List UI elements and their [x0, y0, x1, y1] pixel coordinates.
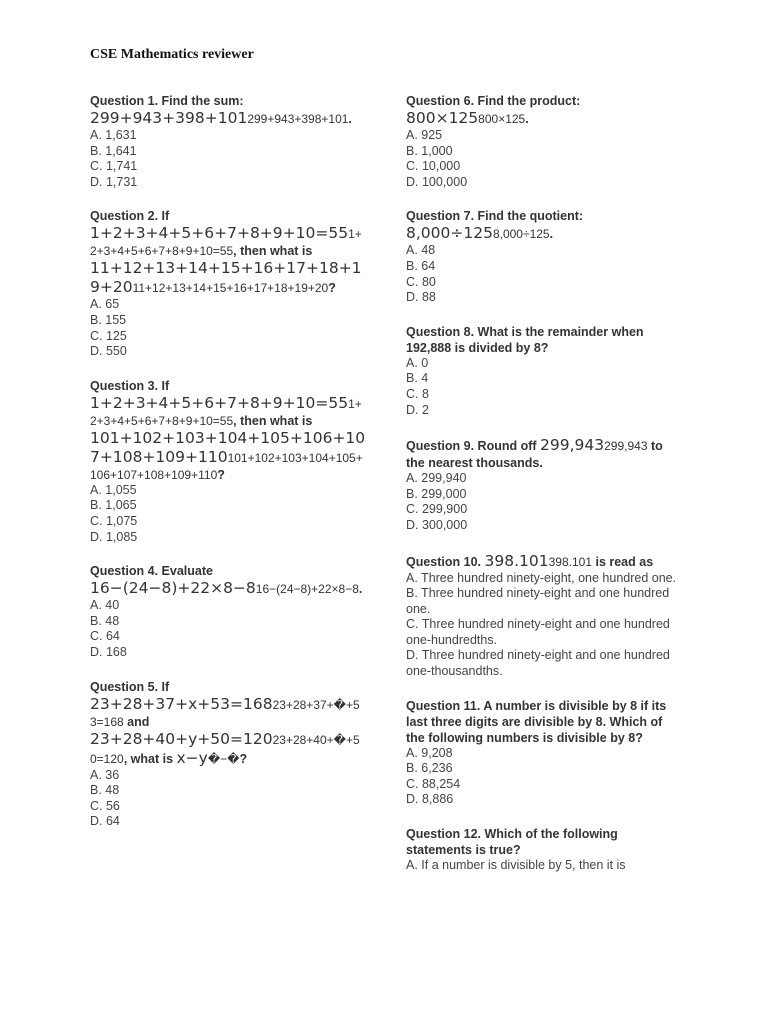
answer-options [406, 356, 682, 418]
question-text [90, 679, 366, 768]
answer-option: A. 925 [406, 128, 443, 142]
question-block [406, 93, 682, 190]
answer-option: B. 1,641 [90, 143, 137, 158]
answer-options [406, 243, 682, 305]
answer-option: A. If a number is divisible by 5, then it is [406, 858, 626, 873]
question-text [406, 826, 682, 858]
math-plaintext: 11+12+13+14+15+16+17+18+19+20 [132, 281, 329, 296]
question-label: Question 6. Find the product: [406, 94, 581, 108]
math-expression: 11+12+13+14+15+16+17+18+19+20 [90, 259, 362, 297]
math-expression: 8,000÷125 [406, 224, 493, 243]
question-label: Question 9. Round off [406, 439, 541, 454]
answer-option: C. 1,075 [90, 513, 138, 528]
question-block [406, 436, 682, 533]
question-block [406, 324, 682, 418]
answer-option: C. 56 [90, 798, 120, 813]
math-plaintext: �−� [207, 751, 240, 766]
page-title: CSE Mathematics reviewer [90, 47, 254, 62]
question-block [90, 679, 366, 830]
math-expression: x−y [176, 748, 208, 767]
math-expression: 1+2+3+4+5+6+7+8+9+10=55 [90, 224, 349, 243]
answer-options [406, 128, 682, 190]
answer-option: D. 300,000 [406, 517, 468, 532]
answer-option: A. 40 [90, 598, 120, 613]
question-block [406, 208, 682, 305]
answer-option: A. 48 [406, 243, 436, 258]
answer-option: A. 1,631 [90, 128, 137, 142]
answer-options [406, 471, 682, 533]
answer-options [90, 598, 366, 660]
answer-option: B. 1,065 [90, 498, 137, 513]
answer-option: D. 1,085 [90, 529, 138, 544]
answer-option: A. 65 [90, 297, 120, 312]
answer-options [90, 297, 366, 359]
answer-option: C. Three hundred ninety-eight and one hundred one-hundredths. [406, 617, 670, 647]
question-label: Question 12. Which of the following statements is true? [406, 827, 618, 858]
math-plaintext: 101+102+103+104+105+106+107+108+109+110 [90, 450, 363, 482]
answer-option: D. 550 [90, 344, 127, 359]
math-plaintext: 1+2+3+4+5+6+7+8+9+10=55 [90, 227, 362, 259]
question-label: Question 5. If [90, 679, 170, 694]
answer-option: A. 1,055 [90, 482, 137, 497]
math-plaintext: 299,943 [604, 439, 648, 454]
question-label: ? [239, 751, 248, 766]
answer-option: B. 48 [90, 783, 120, 798]
question-text [406, 698, 682, 746]
question-label: , what is [123, 751, 177, 766]
question-label: Question 10. [406, 554, 485, 569]
question-label: Question 11. A number is divisible by 8 if its last three digits are divisible by 8. Which of the following numbers is divisible by 8? [406, 698, 667, 745]
question-text [406, 552, 682, 571]
question-text [406, 208, 682, 243]
answer-option: D. 8,886 [406, 792, 454, 807]
answer-options [406, 858, 682, 874]
answer-option: C. 80 [406, 274, 436, 289]
math-expression: 800×125 [406, 109, 479, 127]
answer-option: C. 8 [406, 386, 429, 401]
math-expression: 299,943 [540, 436, 605, 455]
question-block [90, 378, 366, 545]
math-plaintext: 299+943+398+101 [247, 112, 349, 126]
question-text [90, 93, 366, 128]
question-label: Question 2. If [90, 209, 170, 224]
question-label: ? [217, 467, 225, 482]
answer-option: B. 299,000 [406, 486, 467, 501]
math-expression: 101+102+103+104+105+106+107+108+109+110 [90, 428, 366, 466]
answer-option: B. 64 [406, 258, 436, 273]
answer-option: B. 6,236 [406, 761, 453, 776]
math-plaintext: 23+28+37+�+53=168 [90, 697, 360, 729]
left-column [90, 93, 366, 848]
answer-option: D. 64 [90, 814, 120, 829]
answer-option: B. Three hundred ninety-eight and one hundred one. [406, 586, 670, 616]
question-block [90, 208, 366, 359]
question-text [90, 378, 366, 483]
question-block [406, 826, 682, 874]
question-label: . [525, 112, 529, 126]
math-plaintext: 800×125 [478, 112, 526, 126]
question-label: . [358, 582, 363, 597]
answer-option: C. 1,741 [90, 159, 138, 174]
answer-option: D. 168 [90, 644, 127, 659]
question-label: Question 8. What is the remainder when 192,888 is divided by 8? [406, 324, 644, 355]
answer-option: A. 299,940 [406, 471, 467, 486]
answer-option: A. 9,208 [406, 745, 453, 760]
answer-option: A. 36 [90, 767, 120, 782]
answer-option: B. 155 [90, 312, 127, 327]
answer-option: D. 88 [406, 290, 436, 305]
math-expression: 1+2+3+4+5+6+7+8+9+10=55 [90, 393, 349, 412]
question-label: , then what is [233, 413, 313, 428]
question-label: Question 4. Evaluate [90, 564, 213, 579]
answer-options [90, 768, 366, 830]
question-text [406, 436, 682, 471]
answer-option: B. 1,000 [406, 143, 453, 158]
question-block [406, 552, 682, 680]
math-expression: 16−(24−8)+22×8−8 [90, 579, 256, 598]
question-text [406, 93, 682, 128]
question-label: . [348, 112, 352, 126]
question-text [406, 324, 682, 356]
answer-option: D. Three hundred ninety-eight and one hundred one-thousandths. [406, 648, 670, 679]
math-expression: 23+28+40+y+50=120 [90, 729, 273, 748]
question-label: and [123, 714, 150, 729]
math-plaintext: 1+2+3+4+5+6+7+8+9+10=55 [90, 396, 362, 428]
answer-options [406, 571, 682, 680]
answer-option: D. 100,000 [406, 174, 468, 189]
answer-option: D. 1,731 [90, 174, 138, 189]
answer-options [90, 483, 366, 545]
math-expression: 398.101 [484, 551, 549, 570]
question-label: to the nearest thousands. [406, 439, 663, 471]
question-text [90, 208, 366, 297]
math-plaintext: 16−(24−8)+22×8−8 [255, 582, 359, 597]
question-label: ? [328, 281, 336, 296]
question-block [90, 93, 366, 190]
answer-option: D. 2 [406, 402, 429, 417]
question-block [90, 563, 366, 660]
answer-option: C. 64 [90, 629, 120, 644]
question-label: . [549, 227, 554, 242]
math-plaintext: 398.101 [548, 554, 592, 569]
question-label: Question 1. Find the sum: [90, 94, 244, 108]
answer-option: C. 88,254 [406, 776, 461, 791]
question-label: , then what is [233, 244, 313, 259]
answer-option: C. 125 [90, 328, 127, 343]
answer-option: A. Three hundred ninety-eight, one hundred one. [406, 570, 677, 585]
math-expression: 299+943+398+101 [90, 109, 248, 127]
right-column [406, 93, 682, 892]
question-block [406, 698, 682, 808]
answer-option: B. 4 [406, 371, 429, 386]
question-label: Question 7. Find the quotient: [406, 209, 584, 224]
answer-option: C. 299,900 [406, 502, 468, 517]
question-label: Question 3. If [90, 378, 170, 393]
answer-option: C. 10,000 [406, 159, 461, 174]
answer-options [90, 128, 366, 190]
math-plaintext: 8,000÷125 [492, 227, 550, 242]
question-text [90, 563, 366, 598]
math-plaintext: 23+28+40+�+50=120 [90, 732, 360, 766]
answer-options [406, 746, 682, 808]
answer-option: A. 0 [406, 355, 429, 370]
answer-option: B. 48 [90, 613, 120, 628]
math-expression: 23+28+37+x+53=168 [90, 694, 273, 713]
question-label: is read as [592, 554, 654, 569]
